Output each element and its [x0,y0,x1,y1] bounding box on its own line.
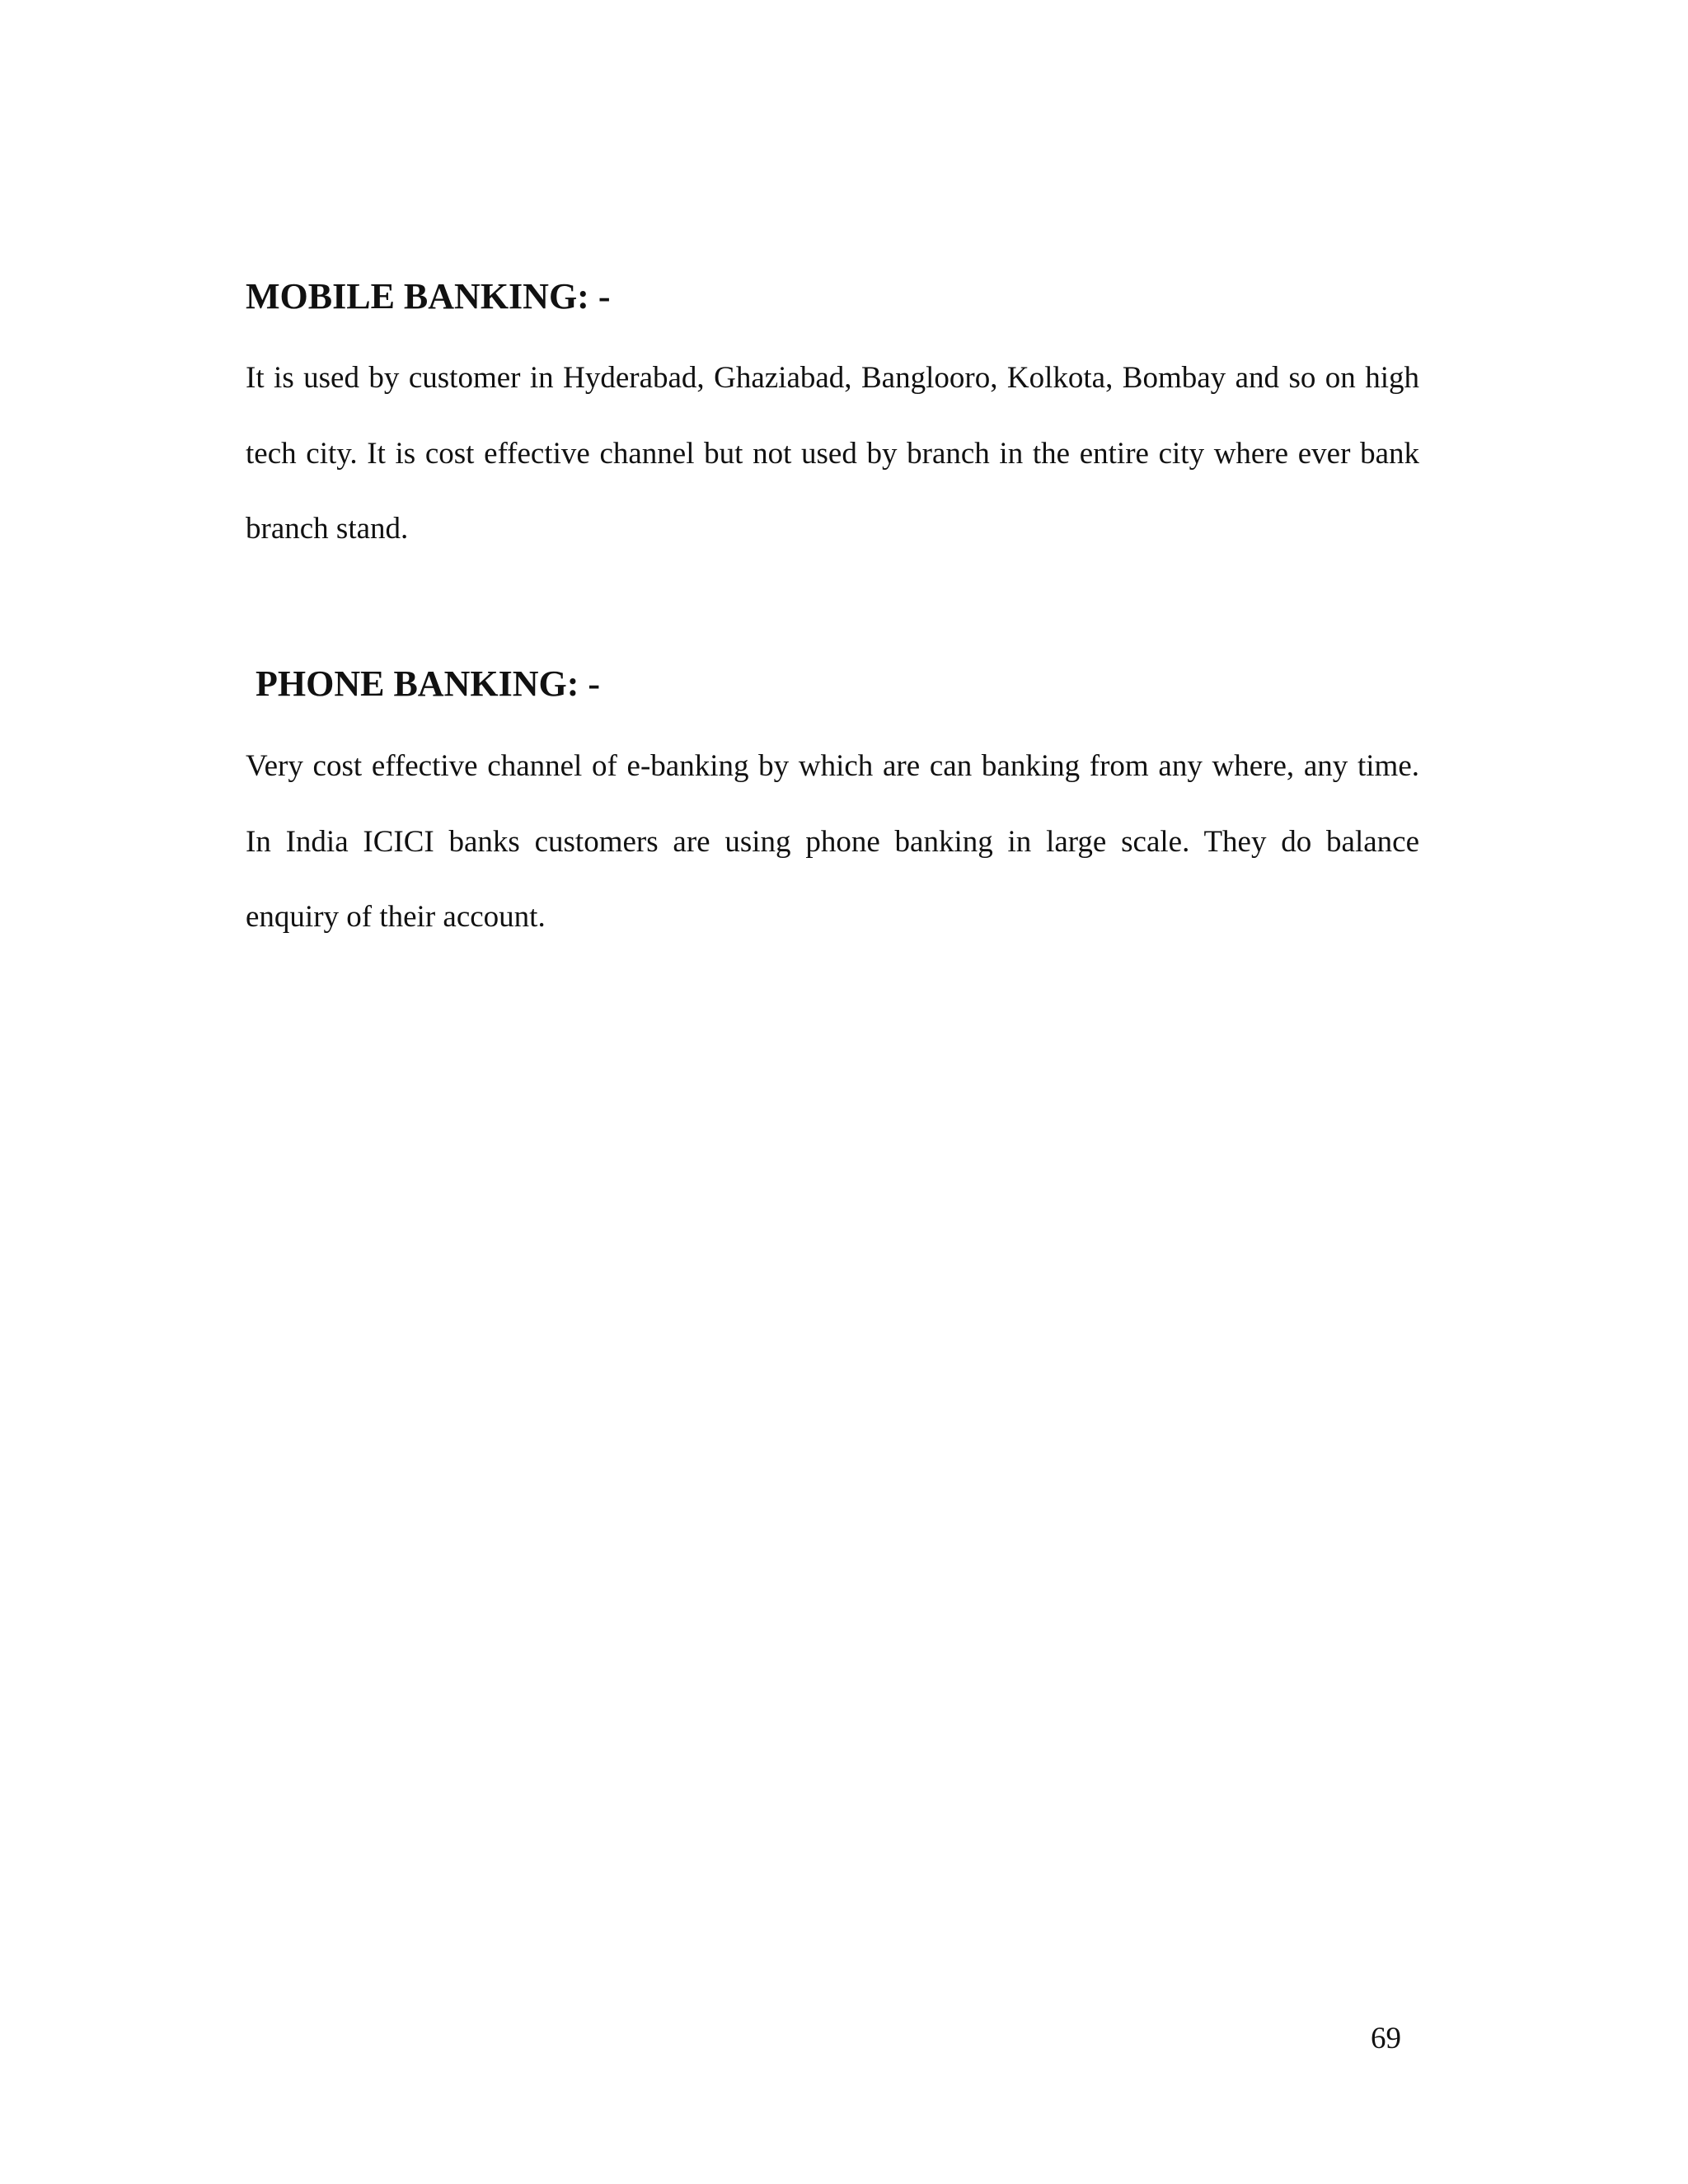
phone-banking-heading: PHONE BANKING: - [256,663,600,704]
phone-banking-paragraph: Very cost effective channel of e-banking by which are can banking from any where, any time. In India ICICI banks customers are using phone banking in large scale. They do balance enquiry of their account. [246,749,1419,934]
mobile-banking-heading: MOBILE BANKING: - [246,276,611,316]
mobile-banking-paragraph: It is used by customer in Hyderabad, Ghaziabad, Banglooro, Kolkota, Bombay and so on high tech city. It is cost effective channel but not used by branch in the entire city where ever bank branch stand. [246,361,1419,546]
page-number: 69 [1371,2022,1401,2055]
